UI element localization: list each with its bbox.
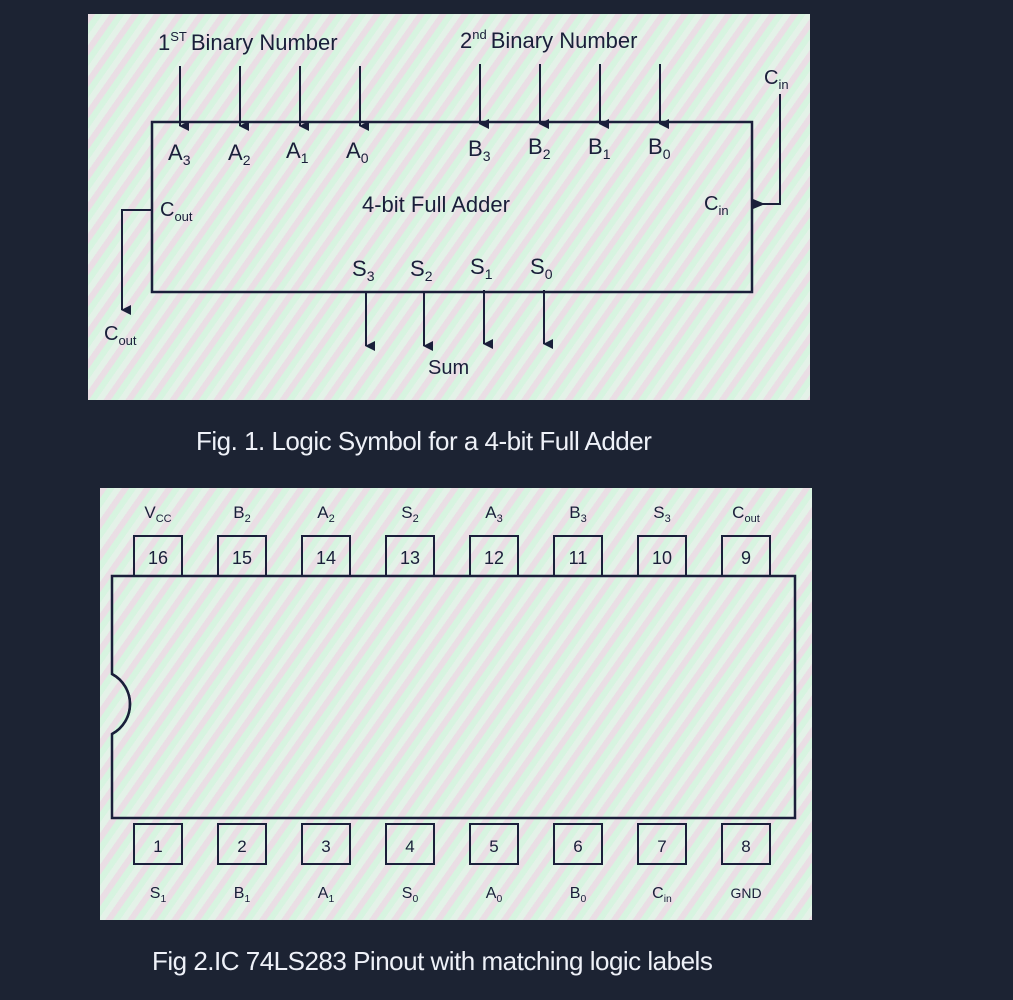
pin-5-number: 5 — [489, 837, 499, 856]
pin-11 — [554, 503, 602, 576]
pin-12-number: 12 — [483, 548, 505, 568]
s1-label: $S_1$ — [470, 254, 493, 282]
bottom-pin-2-signal-label: $B_1$ — [233, 885, 251, 905]
pin-7-number: 7 — [657, 837, 667, 856]
logic-symbol-diagram — [88, 14, 810, 400]
top-pin-9-signal-label: $C_{out}$ — [732, 503, 760, 525]
ic-body — [112, 576, 795, 818]
ic-notch — [112, 674, 130, 734]
cin-wire — [754, 94, 780, 204]
top-pin-12-signal-label: $A_3$ — [485, 503, 503, 525]
bottom-pin-6-signal-label: $B_0$ — [569, 885, 587, 905]
sum-arrows — [366, 290, 544, 346]
cin-inner-label: $C_{in}$ — [704, 193, 729, 218]
logic-symbol-panel — [88, 14, 810, 400]
top-pin-14-signal-label: $A_2$ — [317, 503, 335, 525]
pin-2 — [218, 824, 266, 905]
fig2-caption: Fig 2.IC 74LS283 Pinout with matching logic labels — [152, 946, 713, 976]
top-pin-10-signal-label: $S_3$ — [653, 503, 671, 525]
pin-8 — [722, 824, 770, 901]
pin-3 — [302, 824, 350, 905]
pin-14-number: 14 — [315, 548, 337, 568]
pin-6-number: 6 — [573, 837, 583, 856]
top-pin-13-signal-label: $S_2$ — [401, 503, 419, 525]
cout-inner-label: $C_{out}$ — [160, 199, 193, 224]
b3-label: $B_3$ — [468, 136, 491, 164]
pin-2-number: 2 — [237, 837, 247, 856]
top-pin-11-signal-label: $B_3$ — [569, 503, 587, 525]
pin-8-number: 8 — [741, 837, 751, 856]
cin-outer-label: $C_{in}$ — [764, 67, 789, 92]
pin-14 — [302, 503, 350, 576]
b0-label: $B_0$ — [648, 134, 671, 162]
pin-16 — [134, 503, 182, 576]
pin-10-number: 10 — [651, 548, 673, 568]
sum-output-labels — [352, 254, 553, 284]
pin-9 — [722, 503, 770, 576]
bottom-pin-8-signal-label: GND — [730, 885, 762, 901]
bottom-pin-1-signal-label: $S_1$ — [149, 885, 167, 905]
pin-16-number: 16 — [147, 548, 169, 568]
sum-label: Sum — [428, 357, 470, 379]
b-input-labels — [468, 134, 671, 164]
pin-13-number: 13 — [399, 548, 421, 568]
pin-1-number: 1 — [153, 837, 163, 856]
pin-11-number: 11 — [568, 548, 588, 568]
first-binary-number-label: 1ST Binary Number — [158, 29, 338, 55]
top-pin-15-signal-label: $B_2$ — [233, 503, 251, 525]
bottom-pin-5-signal-label: $A_0$ — [485, 885, 503, 905]
fig1-caption: Fig. 1. Logic Symbol for a 4-bit Full Adder — [196, 426, 652, 456]
a2-label: $A_2$ — [228, 140, 251, 168]
s0-label: $S_0$ — [530, 254, 553, 282]
ic-pinout-diagram — [100, 488, 812, 920]
b2-label: $B_2$ — [528, 134, 551, 162]
bottom-pin-7-signal-label: $C_{in}$ — [652, 885, 672, 905]
pin-1 — [134, 824, 182, 905]
a1-label: $A_1$ — [286, 138, 309, 166]
block-title: 4-bit Full Adder — [362, 192, 510, 217]
pin-13 — [386, 503, 434, 576]
bottom-pin-3-signal-label: $A_1$ — [317, 885, 335, 905]
pin-6 — [554, 824, 602, 905]
a3-label: $A_3$ — [168, 140, 191, 168]
a-input-labels — [168, 138, 369, 168]
a0-label: $A_0$ — [346, 138, 369, 166]
input-arrows — [180, 64, 660, 126]
cout-wire — [122, 210, 152, 310]
pin-9-number: 9 — [740, 548, 752, 568]
s2-label: $S_2$ — [410, 256, 433, 284]
pinout-panel — [100, 488, 812, 920]
pin-4 — [386, 824, 434, 905]
pin-5 — [470, 824, 518, 905]
bottom-pin-row — [134, 824, 770, 905]
top-pin-16-signal-label: $V_{CC}$ — [144, 503, 172, 525]
s3-label: $S_3$ — [352, 256, 375, 284]
pin-7 — [638, 824, 686, 905]
pin-3-number: 3 — [321, 837, 331, 856]
b1-label: $B_1$ — [588, 134, 611, 162]
pin-10 — [638, 503, 686, 576]
bottom-pin-4-signal-label: $S_0$ — [401, 885, 419, 905]
top-pin-row — [134, 503, 770, 576]
pin-12 — [470, 503, 518, 576]
pin-4-number: 4 — [405, 837, 415, 856]
cout-outer-label: $C_{out}$ — [104, 323, 137, 348]
pin-15-number: 15 — [231, 548, 253, 568]
second-binary-number-label: 2nd Binary Number — [460, 27, 638, 53]
pin-15 — [218, 503, 266, 576]
